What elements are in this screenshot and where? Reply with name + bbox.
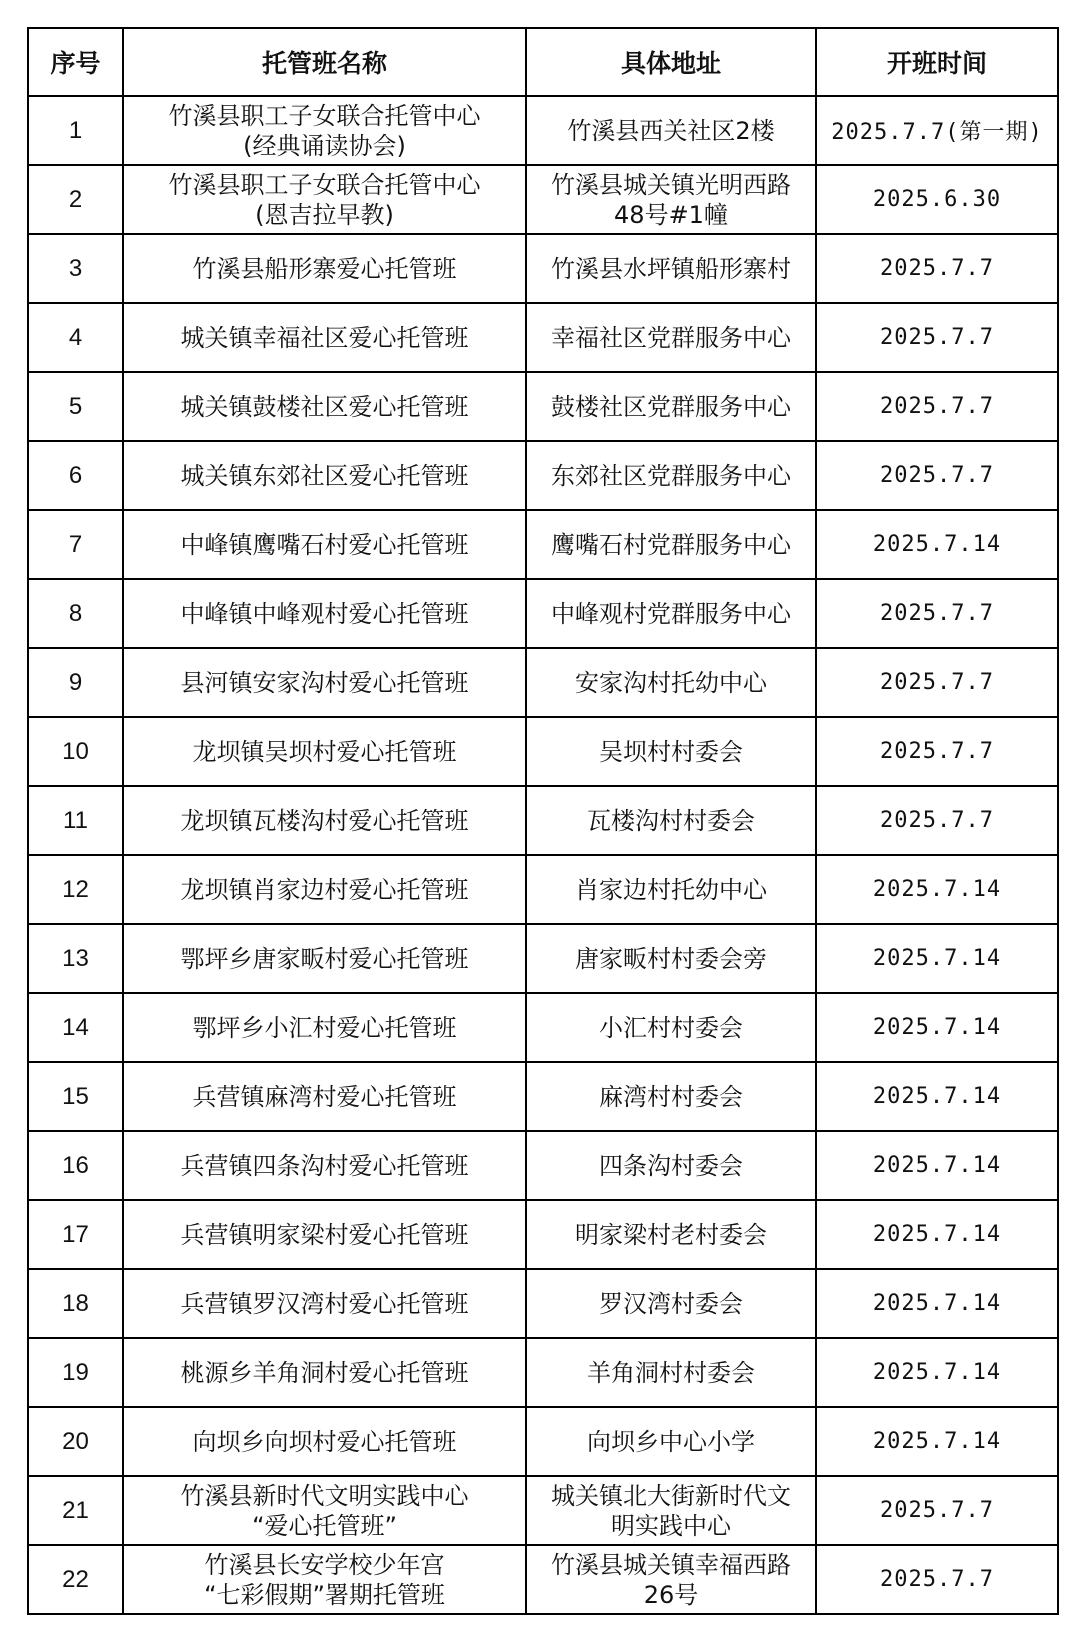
row-number: 21	[28, 1476, 123, 1545]
start-date-cell: 2025.7.7	[816, 579, 1058, 648]
header-row	[28, 28, 1058, 96]
address-line: 城关镇北大街新时代文	[551, 1481, 791, 1510]
daycare-class-table	[27, 27, 1059, 1615]
row-number: 6	[28, 441, 123, 510]
start-date-cell: 2025.7.14	[816, 1062, 1058, 1131]
class-name-cell	[123, 510, 526, 579]
start-date-cell: 2025.7.14	[816, 1407, 1058, 1476]
address-cell	[526, 1407, 816, 1476]
address-line: 四条沟村委会	[599, 1151, 743, 1180]
address-line: 向坝乡中心小学	[587, 1427, 755, 1456]
row-number: 1	[28, 96, 123, 165]
row-number: 3	[28, 234, 123, 303]
table-row	[28, 1407, 1058, 1476]
table-row	[28, 717, 1058, 786]
row-number: 2	[28, 165, 123, 234]
class-name-line: 龙坝镇肖家边村爱心托管班	[180, 875, 469, 904]
row-number: 9	[28, 648, 123, 717]
table-row	[28, 1131, 1058, 1200]
class-name-line: 竹溪县新时代文明实践中心	[180, 1481, 469, 1510]
class-name-line: 中峰镇中峰观村爱心托管班	[180, 599, 469, 628]
row-number: 4	[28, 303, 123, 372]
class-name-line: 鄂坪乡唐家畈村爱心托管班	[180, 944, 469, 973]
start-date-cell: 2025.7.7	[816, 786, 1058, 855]
address-line: 吴坝村村委会	[599, 737, 743, 766]
row-number: 11	[28, 786, 123, 855]
class-name-cell	[123, 1062, 526, 1131]
start-date-cell: 2025.7.14	[816, 1338, 1058, 1407]
address-line: 明实践中心	[611, 1511, 731, 1540]
start-date-cell: 2025.7.7	[816, 717, 1058, 786]
table-row	[28, 165, 1058, 234]
class-name-cell	[123, 924, 526, 993]
class-name-line: 县河镇安家沟村爱心托管班	[180, 668, 469, 697]
row-number: 10	[28, 717, 123, 786]
table-row	[28, 234, 1058, 303]
address-cell	[526, 441, 816, 510]
address-line: 小汇村村委会	[599, 1013, 743, 1042]
table-row	[28, 372, 1058, 441]
class-name-cell	[123, 234, 526, 303]
table-row	[28, 303, 1058, 372]
address-line: 26号	[643, 1580, 699, 1609]
start-date-cell: 2025.7.14	[816, 510, 1058, 579]
start-date-cell: 2025.7.7	[816, 1545, 1058, 1614]
class-name-line: “七彩假期”署期托管班	[204, 1580, 445, 1609]
table-row	[28, 1338, 1058, 1407]
address-line: 中峰观村党群服务中心	[551, 599, 791, 628]
table-row	[28, 786, 1058, 855]
class-name-line: 兵营镇四条沟村爱心托管班	[180, 1151, 469, 1180]
start-date-cell: 2025.7.14	[816, 855, 1058, 924]
class-name-line: 竹溪县长安学校少年宫	[204, 1550, 445, 1579]
address-cell	[526, 303, 816, 372]
row-number: 19	[28, 1338, 123, 1407]
class-name-line: 竹溪县职工子女联合托管中心	[168, 101, 481, 130]
document-table-container	[27, 27, 1057, 1615]
class-name-line: 龙坝镇吴坝村爱心托管班	[192, 737, 457, 766]
class-name-cell	[123, 579, 526, 648]
address-cell	[526, 1062, 816, 1131]
row-number: 7	[28, 510, 123, 579]
class-name-cell	[123, 1545, 526, 1614]
address-line: 竹溪县城关镇幸福西路	[551, 1550, 791, 1579]
address-line: 鼓楼社区党群服务中心	[551, 392, 791, 421]
address-line: 48号#1幢	[614, 200, 728, 229]
class-name-cell	[123, 372, 526, 441]
address-cell	[526, 1545, 816, 1614]
class-name-cell	[123, 1338, 526, 1407]
address-line: 竹溪县西关社区2楼	[567, 116, 775, 145]
class-name-cell	[123, 1476, 526, 1545]
address-cell	[526, 786, 816, 855]
table-row	[28, 855, 1058, 924]
row-number: 17	[28, 1200, 123, 1269]
class-name-line: 城关镇东郊社区爱心托管班	[180, 461, 469, 490]
start-date-cell: 2025.7.14	[816, 1200, 1058, 1269]
class-name-cell	[123, 1407, 526, 1476]
class-name-cell	[123, 165, 526, 234]
start-date-cell: 2025.7.14	[816, 1269, 1058, 1338]
table-row	[28, 579, 1058, 648]
address-cell	[526, 648, 816, 717]
table-row	[28, 993, 1058, 1062]
row-number: 22	[28, 1545, 123, 1614]
class-name-line: 桃源乡羊角洞村爱心托管班	[180, 1358, 469, 1387]
table-row	[28, 1062, 1058, 1131]
table-header	[28, 28, 1058, 96]
table-row	[28, 441, 1058, 510]
header-address: 具体地址	[526, 28, 816, 96]
class-name-cell	[123, 855, 526, 924]
address-line: 唐家畈村村委会旁	[575, 944, 767, 973]
class-name-line: 鄂坪乡小汇村爱心托管班	[192, 1013, 457, 1042]
class-name-line: 兵营镇明家梁村爱心托管班	[180, 1220, 469, 1249]
address-cell	[526, 1476, 816, 1545]
class-name-line: 竹溪县职工子女联合托管中心	[168, 170, 481, 199]
address-cell	[526, 1338, 816, 1407]
address-line: 竹溪县城关镇光明西路	[551, 170, 791, 199]
address-line: 安家沟村托幼中心	[575, 668, 767, 697]
row-number: 20	[28, 1407, 123, 1476]
class-name-line: 竹溪县船形寨爱心托管班	[192, 254, 457, 283]
start-date-cell: 2025.7.7(第一期)	[816, 96, 1058, 165]
address-cell	[526, 1131, 816, 1200]
table-row	[28, 510, 1058, 579]
class-name-cell	[123, 96, 526, 165]
address-line: 罗汉湾村委会	[599, 1289, 743, 1318]
start-date-cell: 2025.7.7	[816, 234, 1058, 303]
address-line: 竹溪县水坪镇船形寨村	[551, 254, 791, 283]
table-row	[28, 1545, 1058, 1614]
class-name-line: 兵营镇罗汉湾村爱心托管班	[180, 1289, 469, 1318]
class-name-line: (恩吉拉早教)	[255, 200, 394, 229]
row-number: 8	[28, 579, 123, 648]
address-line: 肖家边村托幼中心	[575, 875, 767, 904]
class-name-cell	[123, 993, 526, 1062]
start-date-cell: 2025.7.7	[816, 303, 1058, 372]
class-name-cell	[123, 648, 526, 717]
address-cell	[526, 96, 816, 165]
address-cell	[526, 717, 816, 786]
row-number: 12	[28, 855, 123, 924]
class-name-line: “爱心托管班”	[252, 1511, 397, 1540]
start-date-cell: 2025.7.14	[816, 924, 1058, 993]
class-name-cell	[123, 1131, 526, 1200]
class-name-cell	[123, 1200, 526, 1269]
class-name-cell	[123, 1269, 526, 1338]
table-row	[28, 648, 1058, 717]
class-name-line: (经典诵读协会)	[243, 131, 406, 160]
address-cell	[526, 1269, 816, 1338]
row-number: 14	[28, 993, 123, 1062]
class-name-cell	[123, 441, 526, 510]
address-cell	[526, 993, 816, 1062]
header-name: 托管班名称	[123, 28, 526, 96]
row-number: 16	[28, 1131, 123, 1200]
table-body	[28, 96, 1058, 1614]
address-cell	[526, 855, 816, 924]
address-cell	[526, 234, 816, 303]
table-row	[28, 96, 1058, 165]
address-line: 羊角洞村村委会	[587, 1358, 755, 1387]
start-date-cell: 2025.6.30	[816, 165, 1058, 234]
start-date-cell: 2025.7.7	[816, 441, 1058, 510]
table-row	[28, 1269, 1058, 1338]
class-name-cell	[123, 717, 526, 786]
table-row	[28, 924, 1058, 993]
start-date-cell: 2025.7.7	[816, 372, 1058, 441]
class-name-line: 兵营镇麻湾村爱心托管班	[192, 1082, 457, 1111]
start-date-cell: 2025.7.14	[816, 993, 1058, 1062]
row-number: 18	[28, 1269, 123, 1338]
address-cell	[526, 510, 816, 579]
class-name-cell	[123, 786, 526, 855]
address-line: 瓦楼沟村村委会	[587, 806, 755, 835]
address-line: 麻湾村村委会	[599, 1082, 743, 1111]
row-number: 13	[28, 924, 123, 993]
address-line: 幸福社区党群服务中心	[551, 323, 791, 352]
row-number: 5	[28, 372, 123, 441]
address-cell	[526, 165, 816, 234]
table-row	[28, 1476, 1058, 1545]
class-name-line: 中峰镇鹰嘴石村爱心托管班	[180, 530, 469, 559]
header-start-date: 开班时间	[816, 28, 1058, 96]
address-cell	[526, 579, 816, 648]
class-name-line: 城关镇鼓楼社区爱心托管班	[180, 392, 469, 421]
address-line: 明家梁村老村委会	[575, 1220, 767, 1249]
address-cell	[526, 924, 816, 993]
address-line: 东郊社区党群服务中心	[551, 461, 791, 490]
class-name-cell	[123, 303, 526, 372]
start-date-cell: 2025.7.7	[816, 1476, 1058, 1545]
row-number: 15	[28, 1062, 123, 1131]
address-cell	[526, 372, 816, 441]
table-row	[28, 1200, 1058, 1269]
start-date-cell: 2025.7.14	[816, 1131, 1058, 1200]
address-cell	[526, 1200, 816, 1269]
class-name-line: 龙坝镇瓦楼沟村爱心托管班	[180, 806, 469, 835]
class-name-line: 向坝乡向坝村爱心托管班	[192, 1427, 457, 1456]
address-line: 鹰嘴石村党群服务中心	[551, 530, 791, 559]
header-no: 序号	[28, 28, 123, 96]
class-name-line: 城关镇幸福社区爱心托管班	[180, 323, 469, 352]
start-date-cell: 2025.7.7	[816, 648, 1058, 717]
